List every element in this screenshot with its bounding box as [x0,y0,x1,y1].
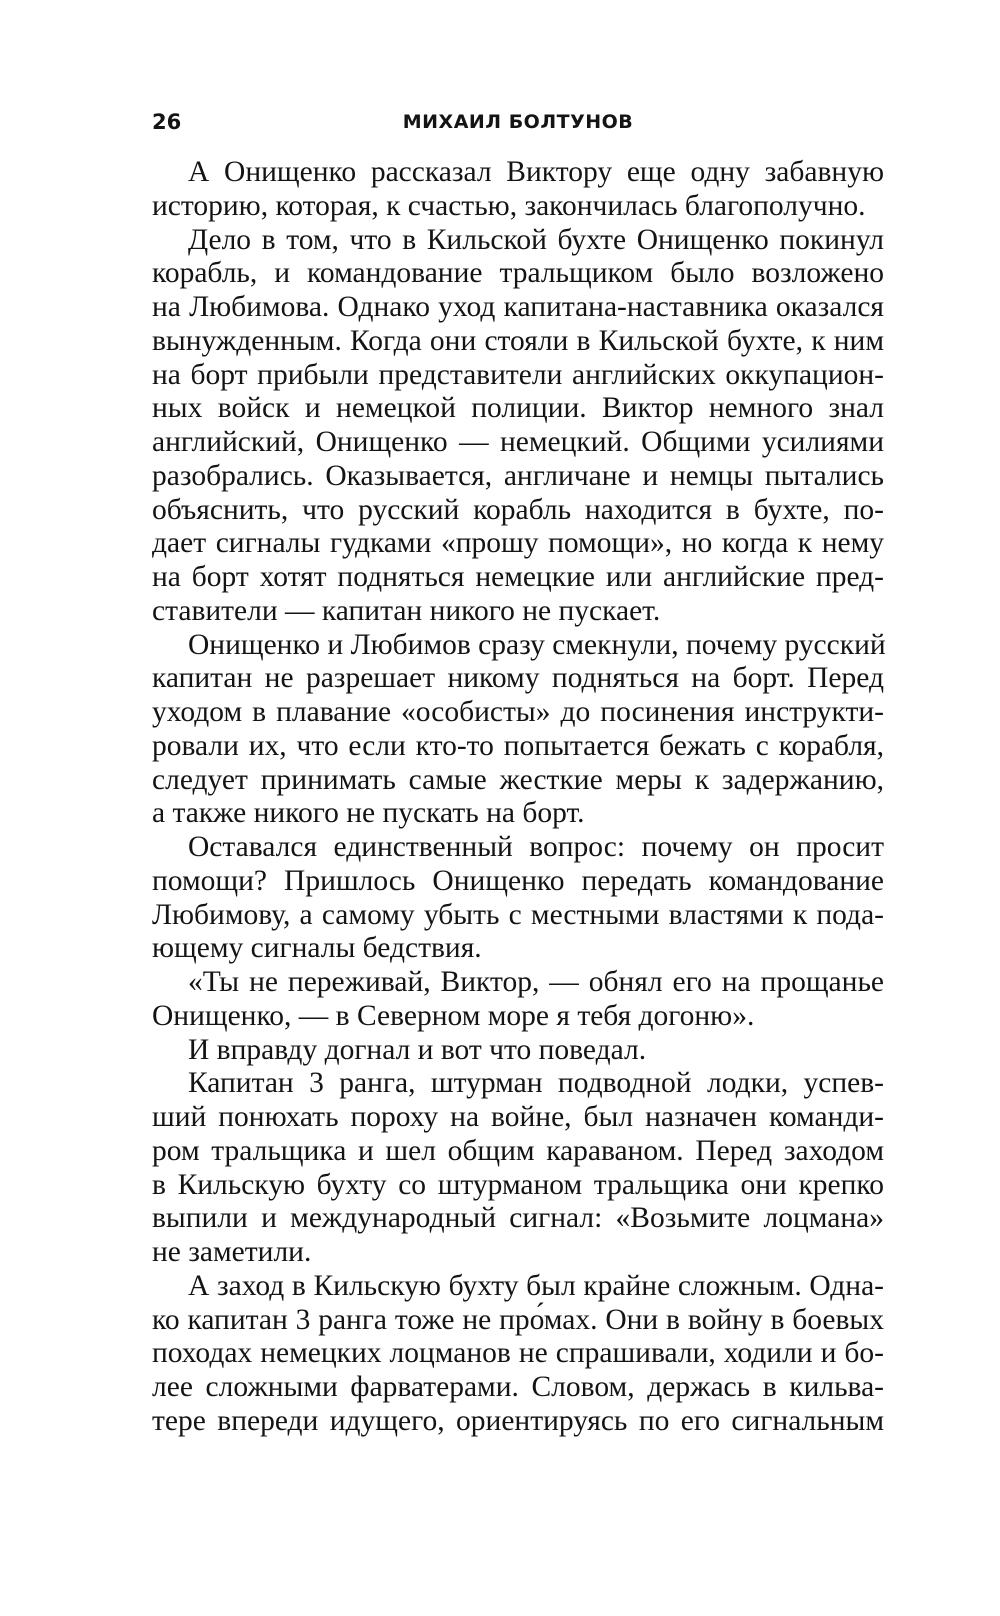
text-line: ром тральщика и шел общим караваном. Перед заходом [152,1134,884,1167]
paragraph-5 [152,966,884,1034]
text-line: следует принимать самые жесткие меры к задержанию, [152,763,884,796]
text-line: ных войск и немецкой полиции. Виктор немного знал [152,392,884,425]
text-line: ровали их, что если кто-то попытается бежать с корабля, [152,729,884,762]
text-line: помощи? Пришлось Онищенко передать командование [152,864,884,897]
text-line: ко капитан 3 ранга тоже не про́мах. Они в войну в боевых [152,1303,884,1336]
text-line: выпили и международный сигнал: «Возьмите лоцмана» [152,1202,884,1235]
text-line: Онищенко и Любимов сразу смекнули, почему русский [188,628,886,661]
text-line: «Ты не переживай, Виктор, — обнял его на прощанье [188,966,884,998]
text-line: английский, Онищенко — немецкий. Общими усилиями [152,426,884,458]
paragraph-6 [152,1034,884,1068]
text-line: Оставался единственный вопрос: почему он просит [188,831,884,863]
paragraph-8 [152,1270,884,1439]
text-line: не заметили. [152,1236,312,1268]
text-line: лее сложными фарватерами. Словом, держась в кильва- [152,1371,884,1403]
text-line: дает сигналы гудками «прошу помощи», но когда к нему [152,527,884,560]
text-line: на борт прибыли представители английских оккупацион- [152,358,884,391]
paragraph-7 [152,1067,884,1270]
text-line: А заход в Кильскую бухту был крайне сложным. Одна- [188,1269,884,1302]
text-line: походах немецких лоцманов не спрашивали, ходили и бо- [152,1337,884,1370]
paragraph-1 [152,156,884,224]
text-line: ставители — капитан никого не пускает. [152,594,661,627]
page-number: 26 [152,110,182,134]
text-line: Онищенко, — в Северном море я тебя догоню». [152,999,755,1032]
text-line: объяснить, что русский корабль находится в бухте, по- [152,493,884,526]
text-line: а также никого не пускать на борт. [152,797,585,830]
text-line: тере впереди идущего, ориентируясь по его сигнальным [152,1404,884,1437]
text-line: капитан не разрешает никому подняться на борт. Перед [152,662,884,695]
text-line: вынужденным. Когда они стояли в Кильской бухте, к ним [152,324,884,357]
paragraph-2 [152,224,884,629]
text-line: уходом в плавание «особисты» до посинения инструкти- [152,696,884,728]
text-line: ющему сигналы бедствия. [152,932,482,965]
text-line: ший понюхать пороху на войне, был назначен команди- [152,1101,884,1133]
text-line: Дело в том, что в Кильской бухте Онищенко покинул [188,223,884,256]
text-line: Любимову, а самому убыть с местными властями к пода- [152,898,884,931]
text-line: И вправду догнал и вот что поведал. [188,1033,647,1066]
text-line: разобрались. Оказывается, англичане и немцы пытались [152,459,884,492]
text-line: на борт хотят подняться немецкие или английские пред- [152,561,884,593]
text-line: в Кильскую бухту со штурманом тральщика они крепко [152,1168,884,1201]
text-line: А Онищенко рассказал Виктору еще одну забавную [188,156,884,188]
book-author: МИХАИЛ БОЛТУНОВ [402,111,634,133]
text-line: историю, которая, к счастью, закончилась благополучно. [152,189,866,222]
running-head [152,104,884,140]
body-text [152,156,884,1439]
paragraph-3 [152,629,884,832]
paragraph-4 [152,831,884,966]
text-line: на Любимова. Однако уход капитана-наставника оказался [152,291,884,323]
text-line: Капитан 3 ранга, штурман подводной лодки, успев- [188,1067,884,1100]
text-line: корабль, и командование тральщиком было возложено [152,257,884,290]
